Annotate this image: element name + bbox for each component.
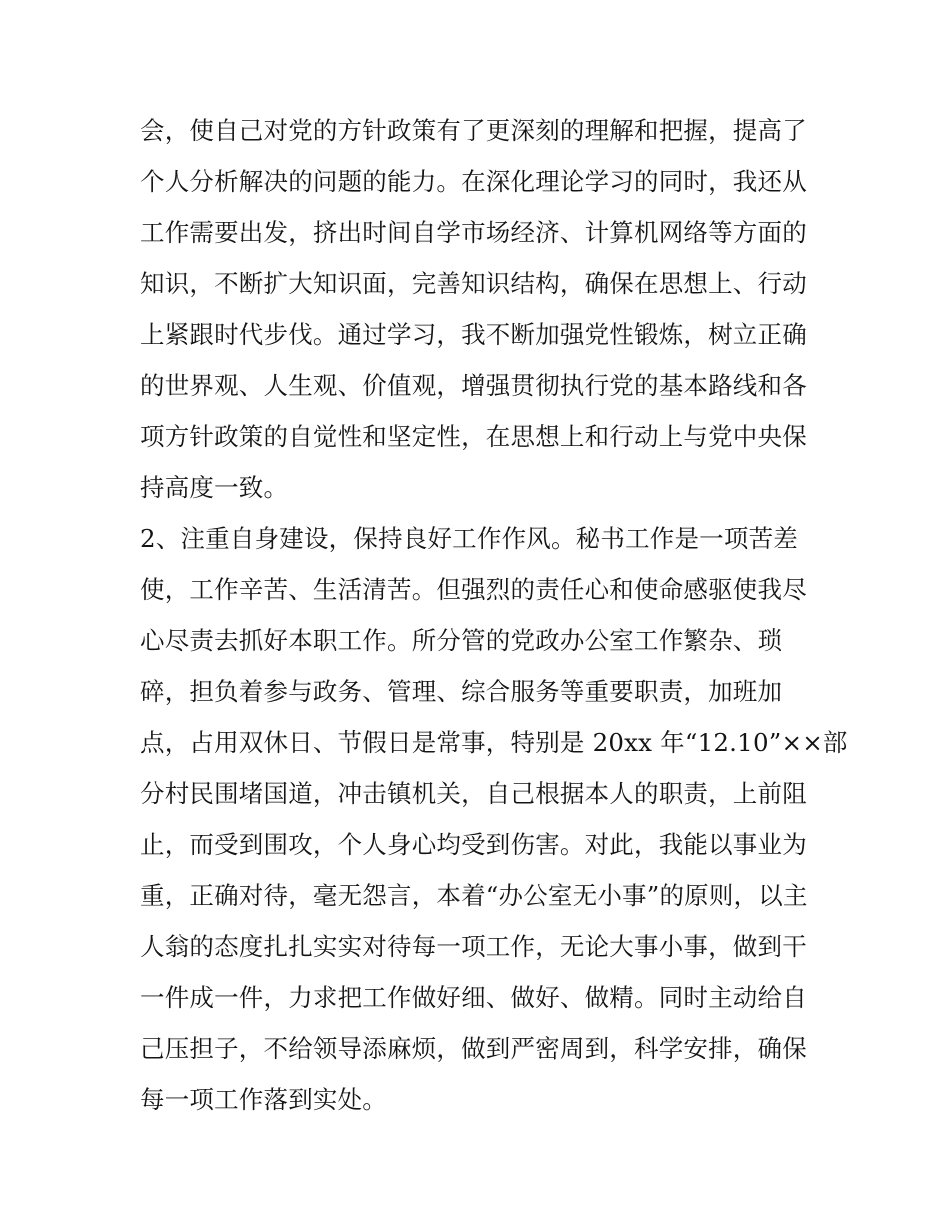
text-line: 使，工作辛苦、生活清苦。但强烈的责任心和使命感驱使我尽 [140, 575, 807, 604]
text-line: 点，占用双休日、节假日是常事，特别是 20xx 年“12.10”××部 [140, 728, 848, 757]
text-line: 的世界观、人生观、价值观，增强贯彻执行党的基本路线和各 [140, 371, 807, 400]
text-line: 重，正确对待，毫无怨言，本着“办公室无小事”的原则，以主 [140, 881, 808, 910]
text-line: 碎，担负着参与政务、管理、综合服务等重要职责，加班加 [140, 677, 783, 706]
text-line: 项方针政策的自觉性和坚定性，在思想上和行动上与党中央保 [140, 422, 807, 451]
text-line: 知识，不断扩大知识面，完善知识结构，确保在思想上、行动 [140, 269, 807, 298]
text-line: 持高度一致。 [140, 473, 289, 502]
text-line: 心尽责去抓好本职工作。所分管的党政办公室工作繁杂、琐 [140, 626, 783, 655]
text-line: 分村民围堵国道，冲击镇机关，自己根据本人的职责，上前阻 [140, 779, 807, 808]
text-line: 会，使自己对党的方针政策有了更深刻的理解和把握，提高了 [140, 116, 807, 145]
text-line: 个人分析解决的问题的能力。在深化理论学习的同时，我还从 [140, 167, 807, 196]
text-line: 2、注重自身建设，保持良好工作作风。秘书工作是一项苦差 [140, 524, 798, 553]
text-line: 每一项工作落到实处。 [140, 1085, 387, 1114]
text-line: 人翁的态度扎扎实实对待每一项工作，无论大事小事，做到干 [140, 932, 807, 961]
text-line: 己压担子，不给领导添麻烦，做到严密周到，科学安排，确保 [140, 1034, 807, 1063]
text-line: 一件成一件，力求把工作做好细、做好、做精。同时主动给自 [140, 983, 807, 1012]
text-line: 上紧跟时代步伐。通过学习，我不断加强党性锻炼，树立正确 [140, 320, 807, 349]
text-line: 止，而受到围攻，个人身心均受到伤害。对此，我能以事业为 [140, 830, 807, 859]
text-line: 工作需要出发，挤出时间自学市场经济、计算机网络等方面的 [140, 218, 807, 247]
body-text [140, 105, 848, 1125]
